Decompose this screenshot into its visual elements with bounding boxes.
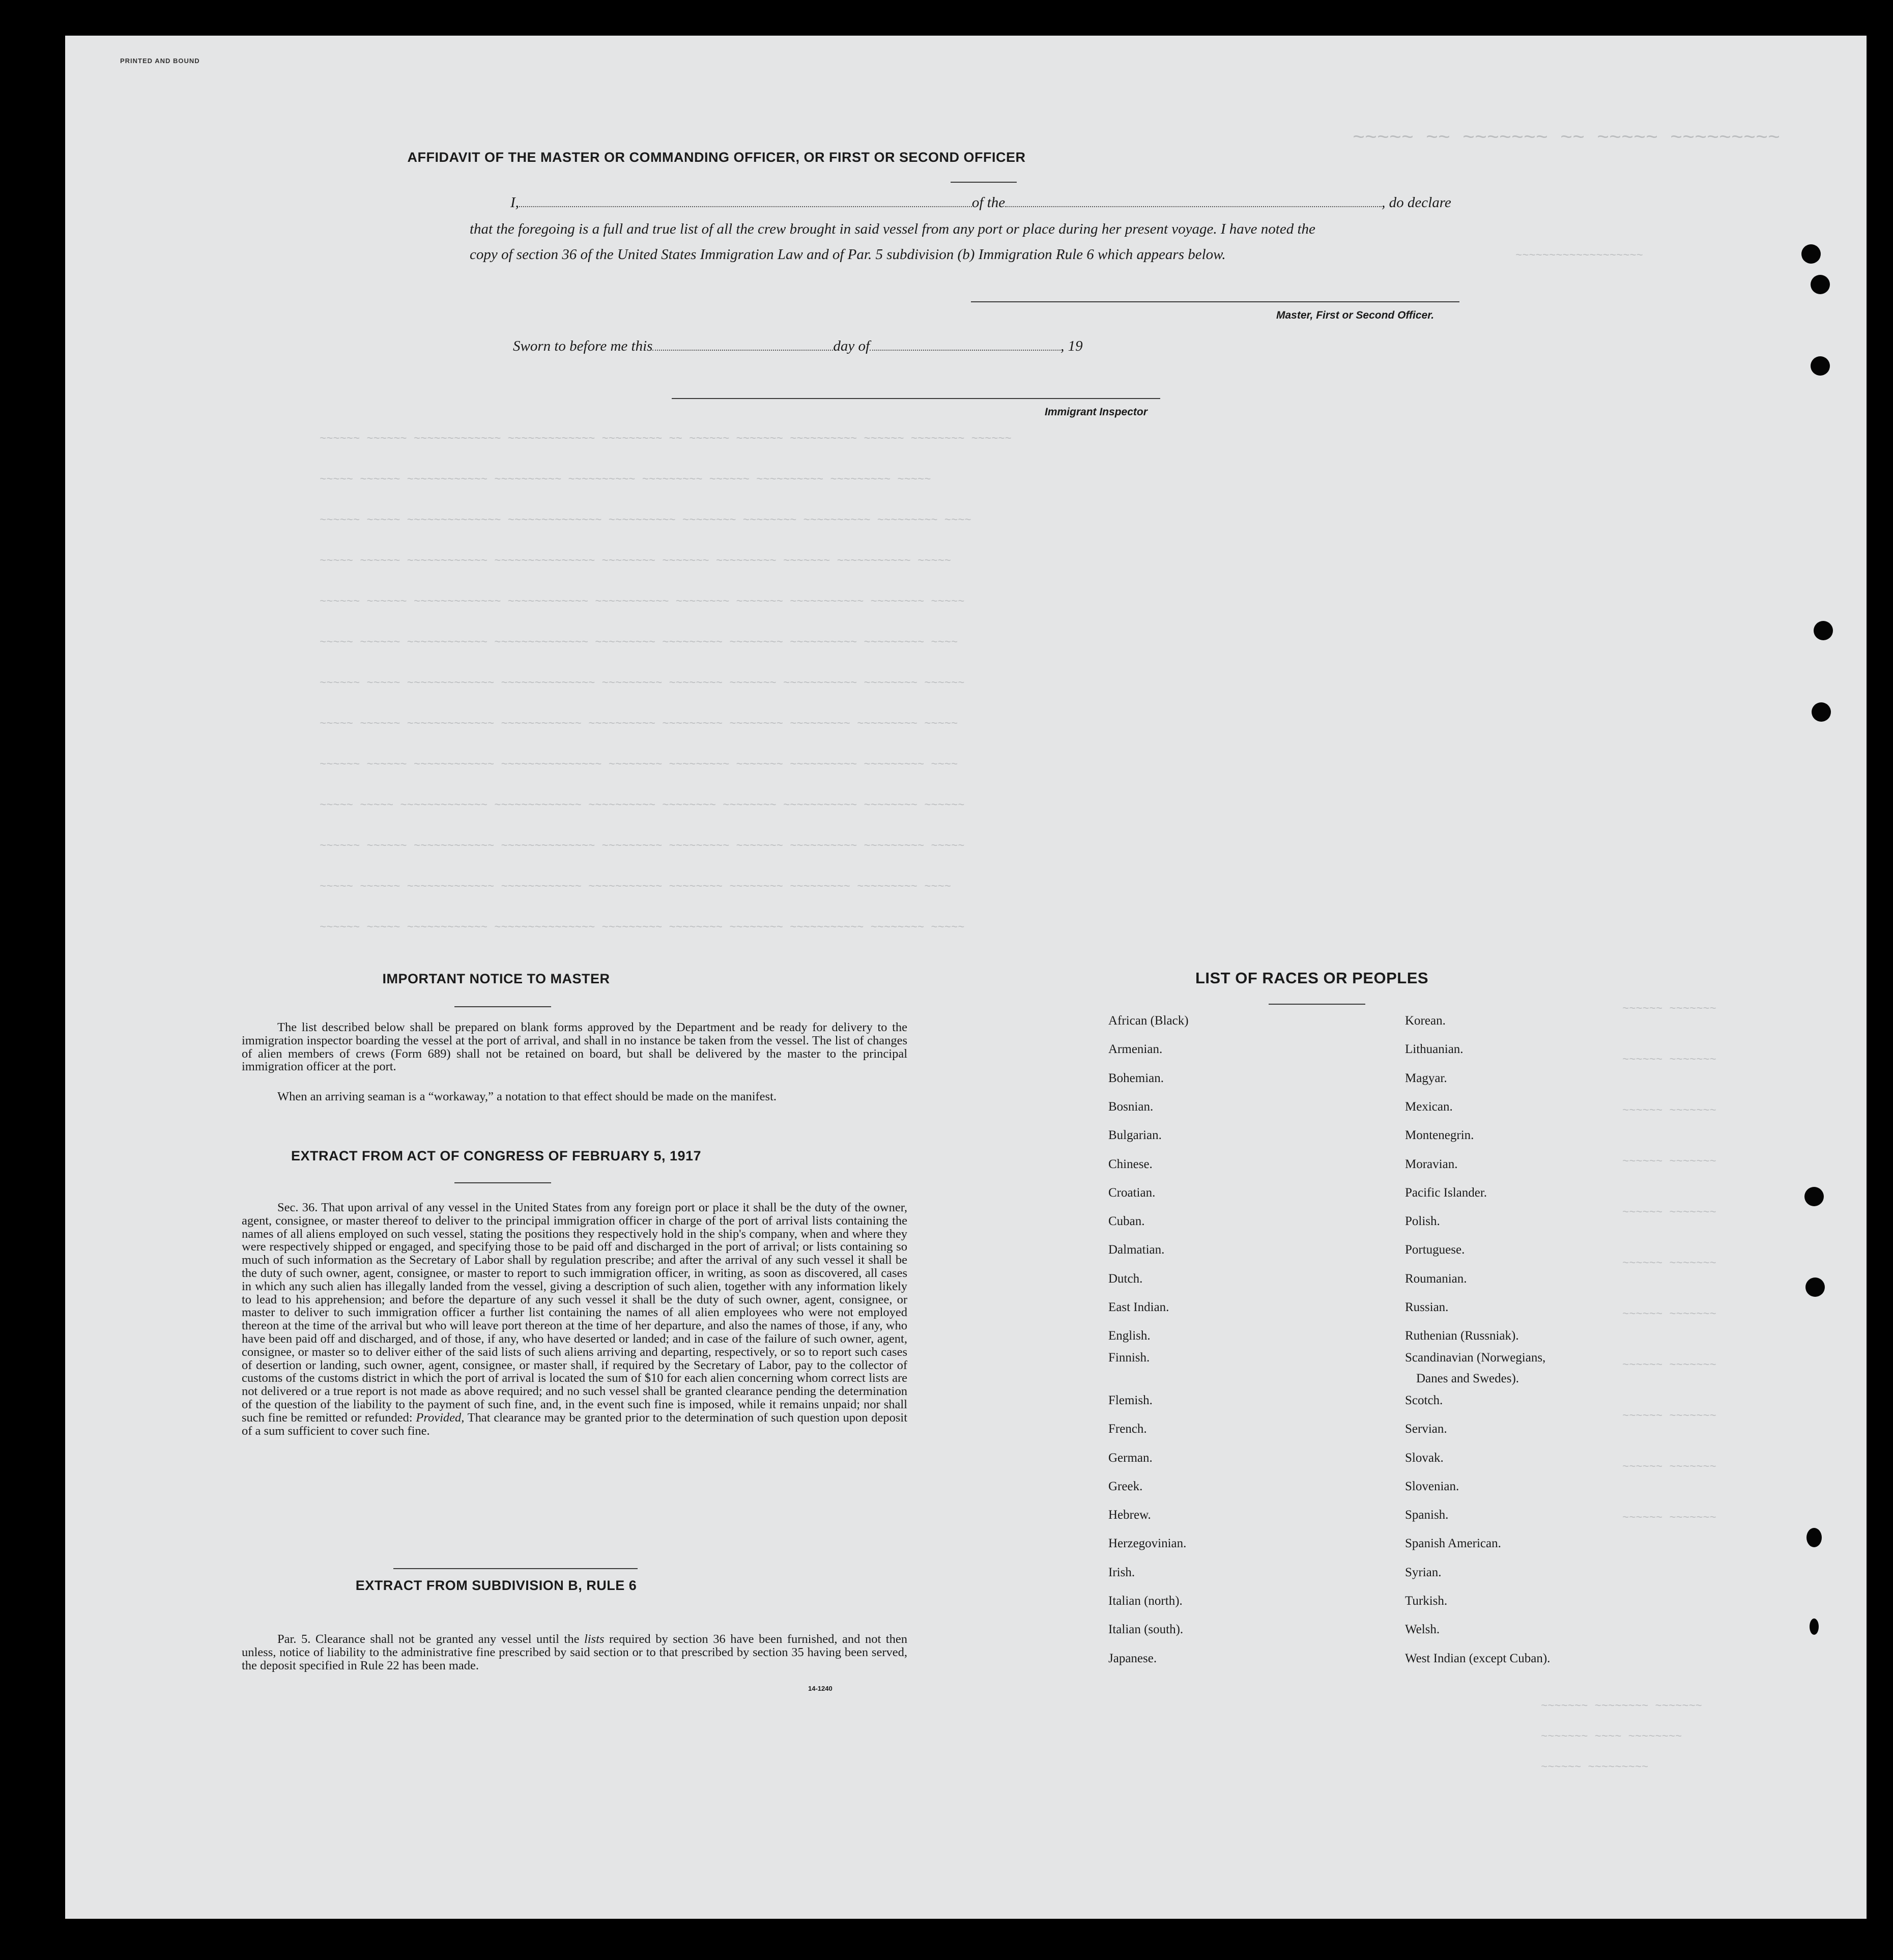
rule6-paragraph bbox=[242, 1633, 907, 1672]
race-item: Syrian. bbox=[1405, 1565, 1442, 1579]
act-title-rule bbox=[454, 1182, 551, 1183]
punch-hole-decoration bbox=[1804, 1187, 1824, 1206]
race-item: West Indian (except Cuban). bbox=[1405, 1651, 1551, 1665]
declarant-mid: of the bbox=[971, 194, 1006, 211]
sworn-year-label: , 19 bbox=[1060, 338, 1083, 354]
race-item: Bosnian. bbox=[1108, 1099, 1154, 1114]
race-item: Spanish. bbox=[1405, 1508, 1449, 1522]
inspector-signature-line[interactable] bbox=[672, 398, 1160, 399]
printer-imprint: PRINTED AND BOUND bbox=[120, 57, 200, 65]
race-item: Cuban. bbox=[1108, 1214, 1145, 1229]
race-item: French. bbox=[1108, 1422, 1147, 1436]
punch-hole-decoration bbox=[1811, 356, 1830, 376]
notice-workaway-paragraph: When an arriving seaman is a “workaway,” a notation to that effect should be made on the manifest. bbox=[277, 1090, 777, 1103]
sworn-line bbox=[513, 338, 1083, 355]
document-page: PRINTED AND BOUND ~~~~~ ~~ ~~~~~~~ ~~ ~~~~~ ~~~~~~~~~ ~~~~~~~~~~~~~~~~~~~ ~~~~~~ ~~~~~~ ~~~~~~~~~~~~~ ~~~~~~~~~~~~~ ~~~~~~~~~ ~~ ~~~~~~ ~~~~~~~ ~~~~~~~~~~ ~~~~~~ ~~~~~~~~ ~~~~~~ ~~~~~ ~~~~~~ ~~~~~~~~~~~~ ~~~~~~~~~~ ~~~~~~~~~~ ~~~~~~~~~ ~~~~~~ ~~~~~~~~~~ ~~~~~~~~~ ~~~~~ ~~~~~~ ~~~~~ ~~~~~~~~~~~~~~ ~~~~~~~~~~~~~~ ~~~~~~~~~~ ~~~~~~~~ ~~~~~~~~ ~~~~~~~~~~ ~~~~~~~~~ ~~~~ ~~~~~ ~~~~~~ ~~~~~~~~~~~~ ~~~~~~~~~~~~~~~ ~~~~~~~~ ~~~~~~~ ~~~~~~~~~ ~~~~~~~ ~~~~~~~~~~~ ~~~~~ ~~~~~~ ~~~~~~ ~~~~~~~~~~~~~ ~~~~~~~~~~~~ ~~~~~~~~~~~ ~~~~~~~~ ~~~~~~~ ~~~~~~~~~~~ ~~~~~~~~ ~~~~~ ~~~~~ ~~~~~~ ~~~~~~~~~~~~ ~~~~~~~~~~~~~~ ~~~~~~~~~ ~~~~~~~~~ ~~~~~~~~ ~~~~~~~~~~ ~~~~~~~~~ ~~~~ ~~~~~~ ~~~~~ ~~~~~~~~~~~~~ ~~~~~~~~~~~~~~ ~~~~~~~~~ ~~~~~~~~ ~~~~~~~ ~~~~~~~~~~~ ~~~~~~~~ ~~~~~~ ~~~~~ ~~~~~~ ~~~~~~~~~~~~~ ~~~~~~~~~~~~ ~~~~~~~~~~ ~~~~~~~~~ ~~~~~~~~ ~~~~~~~~~ ~~~~~~~~~ ~~~~~ ~~~~~~ ~~~~~~ ~~~~~~~~~~~~ ~~~~~~~~~~~~~~~ ~~~~~~~~ ~~~~~~~~~ ~~~~~~~ ~~~~~~~~~~ ~~~~~~~~~ ~~~~ ~~~~~ ~~~~~ ~~~~~~~~~~~~~ ~~~~~~~~~~~~~ ~~~~~~~~~~ ~~~~~~~~ ~~~~~~~~ ~~~~~~~~~~~ ~~~~~~~~ ~~~~~~ ~~~~~~ ~~~~~~ ~~~~~~~~~~~~ ~~~~~~~~~~~~~~ ~~~~~~~~~ ~~~~~~~~~ ~~~~~~~ ~~~~~~~~~~ ~~~~~~~~~ ~~~~~ ~~~~~ ~~~~~~ ~~~~~~~~~~~~~ ~~~~~~~~~~~~ ~~~~~~~~~~~ ~~~~~~~~ ~~~~~~~~ ~~~~~~~~~ ~~~~~~~~~ ~~~~ ~~~~~~ ~~~~~ ~~~~~~~~~~~~ ~~~~~~~~~~~~~~~ ~~~~~~~~~ ~~~~~~~~ ~~~~~~~~ ~~~~~~~~~~~ ~~~~~~~~ ~~~~~ ~~~~~~ ~~~~~~~ ~~~~~~ ~~~~~~~ ~~~~~~ ~~~~~~~ ~~~~~~ ~~~~~~~ ~~~~~~ ~~~~~~~ ~~~~~~ ~~~~~~~ ~~~~~~ ~~~~~~~ ~~~~~~ ~~~~~~~ ~~~~~~ ~~~~~~~ ~~~~~~ ~~~~~~~ ~~~~~~ ~~~~~~~ ~~~~~~~ ~~~~~~~~ ~~~~~~~ ~~~~~~~ ~~~~ ~~~~~~~~ ~~~~~~ ~~~~~~~~~ AFFIDAVIT OF THE MASTER OR COMMANDING OFFICER, OR FIRST OR SECOND OFFICER I, of the , do declare that the foregoing is a full and true list of all the crew brought in said vessel from any port or place during her present voyage. I have noted the copy of section 36 of the United States Immigration Law and of Par. 5 subdivision (b) Immigration Rule 6 which appears below. Master, First or Second Officer. Sworn to before me this day of , 19 Immigrant Inspector IMPORTANT NOTICE TO MASTER The list described below shall be prepared on blank forms approved by the Department and be ready for delivery to the immigration inspector boarding the vessel at the port of arrival, and shall in no instance be taken from the vessel. The list of changes of alien members of crews (Form 689) shall not be retained on board, but shall be delivered by the master to the principal immigration officer at the port. When an arriving seaman is a “workaway,” a notation to that effect should be made on the manifest. EXTRACT FROM ACT OF CONGRESS OF FEBRUARY 5, 1917 Sec. 36. That upon arrival of any vessel in the United States from any foreign port or place it shall be the duty of the owner, agent, consignee, or master thereof to deliver to the principal immigration officer in charge of the port of arrival lists containing the names of all aliens employed on such vessel, stating the positions they respectively hold in the ship's company, when and where they were respectively shipped or engaged, and specifying those to be paid off and discharged in the port of arrival; or lists containing so much of such information as the Secretary of Labor shall by regulation prescribe; and after the arrival of any such vessel it shall be the duty of such owner, agent, consignee, or master to report to such immigration officer, in writing, as soon as discovered, all cases in which any such alien has illegally landed from the vessel, giving a description of such alien, together with any information likely to lead to his apprehension; and before the departure of any such vessel it shall be the duty of such owner, agent, consignee, or master to deliver to such immigration officer a further list containing the names of all alien employees who were not employed thereon at the time of the arrival but who will leave port thereon at the time of her departure, and also the names of those, if any, who have been paid off and discharged, and of those, if any, who have deserted or landed; and in case of the failure of such owner, agent, consignee, or master so to deliver either of the said lists of such aliens arriving and departing, respectively, or so to report such cases of desertion or landing, such owner, agent, consignee, or master shall, if required by the Secretary of Labor, pay to the collector of customs of the customs district in which the port of arrival is located the sum of $10 for each alien concerning whom correct lists are not delivered or a true report is not made as above required; and no such vessel shall be granted clearance pending the determination of the question of the liability to the payment of such fine, and, in the event such fine is imposed, while it remains unpaid; nor shall such fine be remitted or refunded: Provided, That clearance may be granted prior to the determination of such question upon deposit of a sum sufficient to cover such fine. EXTRACT FROM SUBDIVISION B, RULE 6 Par. 5. Clearance shall not be granted any vessel until the lists required by section 36 have been furnished, and not then unless, notice of liability to the administrative fine prescribed by said section or to that prescribed by section 35 having been served, the deposit specified in Rule 22 has been made. 14-1240 LIST OF RACES OR PEOPLES African (Black) Armenian. Bohemian. Bosnian. Bulgarian. Chinese. Croatian. Cuban. Dalmatian. Dutch. East Indian. English. Finnish. Flemish. French. German. Greek. Hebrew. Herzegovinian. Irish. Italian (north). Italian (south). Japanese. Korean. Lithuanian. Magyar. Mexican. Montenegrin. Moravian. Pacific Islander. Polish. Portuguese. Roumanian. Russian. Ruthenian (Russniak). Scandinavian (Norwegians, Scotch. Servian. Slovak. Slovenian. Spanish. Spanish American. Syrian. Turkish. Welsh. West Indian (except Cuban). Danes and Swedes). bbox=[65, 36, 1867, 1919]
race-item: Croatian. bbox=[1108, 1185, 1156, 1200]
race-item: Scandinavian (Norwegians, bbox=[1405, 1350, 1546, 1365]
notice-title: IMPORTANT NOTICE TO MASTER bbox=[382, 971, 610, 986]
races-right-continuation: Danes and Swedes). bbox=[1416, 1372, 1519, 1385]
sworn-day-label: day of bbox=[833, 338, 870, 354]
race-item: Slovenian. bbox=[1405, 1479, 1459, 1493]
race-item: Dalmatian. bbox=[1108, 1243, 1165, 1257]
lists-word: lists bbox=[584, 1632, 605, 1646]
sworn-month-field[interactable] bbox=[870, 338, 1060, 351]
race-item: East Indian. bbox=[1108, 1300, 1169, 1314]
race-item: Dutch. bbox=[1108, 1271, 1143, 1286]
punch-hole-decoration bbox=[1812, 702, 1831, 722]
race-item: Russian. bbox=[1405, 1300, 1449, 1314]
act-section-36 bbox=[242, 1201, 907, 1437]
master-signature-line[interactable] bbox=[971, 301, 1459, 302]
race-item: Hebrew. bbox=[1108, 1508, 1151, 1522]
declarant-name-field[interactable] bbox=[519, 195, 972, 207]
notice-title-rule bbox=[454, 1006, 551, 1007]
section-36-tail: That clearance may be granted prior to the determination of such question upon deposit of a sum sufficient to cover such fine. bbox=[242, 1410, 908, 1438]
race-item: Korean. bbox=[1405, 1014, 1446, 1028]
race-item: Finnish. bbox=[1108, 1350, 1150, 1365]
declarant-suffix: , do declare bbox=[1382, 194, 1451, 211]
race-item: Moravian. bbox=[1405, 1157, 1458, 1171]
race-item: English. bbox=[1108, 1329, 1151, 1343]
punch-hole-decoration bbox=[1805, 1277, 1825, 1297]
punch-hole-decoration bbox=[1801, 244, 1821, 264]
race-item: Slovak. bbox=[1405, 1451, 1444, 1465]
race-item: Armenian. bbox=[1108, 1042, 1163, 1057]
act-title: EXTRACT FROM ACT OF CONGRESS OF FEBRUARY 5, 1917 bbox=[291, 1148, 702, 1163]
race-item: Magyar. bbox=[1405, 1071, 1447, 1085]
race-item: Welsh. bbox=[1405, 1623, 1440, 1637]
vessel-name-field[interactable] bbox=[1005, 195, 1382, 207]
sworn-prefix: Sworn to before me this bbox=[513, 338, 653, 354]
affidavit-statement-line-2: copy of section 36 of the United States Immigration Law and of Par. 5 subdivision (b) Immigration Rule 6 which appears below. bbox=[470, 246, 1226, 263]
notice-paragraph: The list described below shall be prepared on blank forms approved by the Department and be ready for delivery to the immigration inspector boarding the vessel at the port of arrival, and shall in no instance be taken from the vessel. The list of changes of alien members of crews (Form 689) shall not be retained on board, but shall be delivered by the master to the principal immigration officer at the port. bbox=[242, 1020, 907, 1074]
race-item: Irish. bbox=[1108, 1565, 1135, 1579]
affidavit-title-rule bbox=[951, 182, 1017, 183]
race-item: Polish. bbox=[1405, 1214, 1440, 1229]
sworn-date-field[interactable] bbox=[652, 338, 833, 351]
race-item: Mexican. bbox=[1405, 1099, 1453, 1114]
race-item: German. bbox=[1108, 1451, 1153, 1465]
race-item: Portuguese. bbox=[1405, 1243, 1465, 1257]
race-item: Turkish. bbox=[1405, 1594, 1448, 1608]
declarant-line bbox=[510, 194, 1451, 211]
declarant-prefix: I, bbox=[510, 194, 519, 211]
race-item: Italian (south). bbox=[1108, 1623, 1184, 1637]
punch-hole-decoration bbox=[1814, 621, 1833, 640]
rule6-text-a: Par. 5. Clearance shall not be granted any vessel until the bbox=[277, 1632, 580, 1646]
race-item: Bohemian. bbox=[1108, 1071, 1164, 1085]
race-item: Herzegovinian. bbox=[1108, 1537, 1187, 1551]
race-item: Flemish. bbox=[1108, 1393, 1153, 1407]
punch-hole-decoration bbox=[1811, 275, 1830, 294]
races-title-rule bbox=[1269, 1004, 1365, 1005]
races-title: LIST OF RACES OR PEOPLES bbox=[1195, 969, 1429, 987]
rule6-top-rule bbox=[393, 1568, 638, 1569]
race-item: Roumanian. bbox=[1405, 1271, 1467, 1286]
rule6-text-b: required by section 36 have been furnished, and not then unless, notice of liability to the administrative fine prescribed by said section or to that prescribed by section 35 having been served, the deposit specified in Rule 22 has been made. bbox=[242, 1632, 907, 1672]
race-item: Chinese. bbox=[1108, 1157, 1153, 1171]
race-item: Ruthenian (Russniak). bbox=[1405, 1329, 1519, 1343]
rule6-title: EXTRACT FROM SUBDIVISION B, RULE 6 bbox=[355, 1578, 637, 1593]
affidavit-title: AFFIDAVIT OF THE MASTER OR COMMANDING OFFICER, OR FIRST OR SECOND OFFICER bbox=[407, 150, 1026, 165]
race-item: Scotch. bbox=[1405, 1393, 1443, 1407]
race-item: Montenegrin. bbox=[1405, 1128, 1474, 1143]
races-left-column bbox=[1108, 1014, 1373, 1716]
race-item: Bulgarian. bbox=[1108, 1128, 1162, 1143]
inspector-caption: Immigrant Inspector bbox=[1045, 406, 1148, 418]
race-item: Servian. bbox=[1405, 1422, 1447, 1436]
race-item: Spanish American. bbox=[1405, 1537, 1501, 1551]
punch-hole-decoration bbox=[1806, 1528, 1822, 1547]
provided-label: Provided, bbox=[416, 1410, 465, 1425]
affidavit-statement-line: that the foregoing is a full and true list of all the crew brought in said vessel from any port or place during her present voyage. I have noted the bbox=[470, 221, 1315, 237]
section-36-text: That upon arrival of any vessel in the United States from any foreign port or place it shall be the duty of the owner, agent, consignee, or master thereof to deliver to the principal immigration officer in charge of the port of arrival lists containing the names of all aliens employed on such vessel, stating the positions they respectively hold in the ship's company, when and where they were respectively shipped or engaged, and specifying those to be paid off and discharged in the port of arrival; or lists containing so much of such information as the Secretary of Labor shall by regulation prescribe; and after the arrival of any such vessel it shall be the duty of such owner, agent, consignee, or master to report to such immigration officer, in writing, as soon as discovered, all cases in which any such alien has illegally landed from the vessel, giving a description of such alien, together with any information likely to lead to his apprehension; and before the departure of any such vessel it shall be the duty of such owner, agent, consignee, or master to deliver to such immigration officer a further list containing the names of all alien employees who were not employed thereon at the time of the arrival but who will leave port thereon at the time of her departure, and also the names of those, if any, who have been paid off and discharged, and of those, if any, who have deserted or landed; and in case of the failure of such owner, agent, consignee, or master so to deliver either of the said lists of such aliens arriving and departing, respectively, or so to report such cases of desertion or landing, such owner, agent, consignee, or master shall, if required by the Secretary of Labor, pay to the collector of customs of the customs district in which the port of arrival is located the sum of $10 for each alien concerning whom correct lists are not delivered or a true report is not made as above required; and no such vessel shall be granted clearance pending the determination of the question of the liability to the payment of such fine, and, in the event such fine is imposed, while it remains unpaid; nor shall such fine be remitted or refunded: bbox=[242, 1201, 908, 1425]
race-item: Japanese. bbox=[1108, 1651, 1157, 1665]
race-item: Pacific Islander. bbox=[1405, 1185, 1487, 1200]
race-item: Lithuanian. bbox=[1405, 1042, 1464, 1057]
punch-hole-decoration bbox=[1810, 1618, 1819, 1635]
race-item: Italian (north). bbox=[1108, 1594, 1183, 1608]
form-number: 14-1240 bbox=[808, 1685, 833, 1692]
races-right-column bbox=[1405, 1014, 1690, 1716]
master-signature-caption: Master, First or Second Officer. bbox=[1276, 309, 1435, 321]
race-item: African (Black) bbox=[1108, 1014, 1189, 1028]
section-label: Sec. 36. bbox=[277, 1201, 318, 1214]
race-item: Greek. bbox=[1108, 1479, 1143, 1493]
